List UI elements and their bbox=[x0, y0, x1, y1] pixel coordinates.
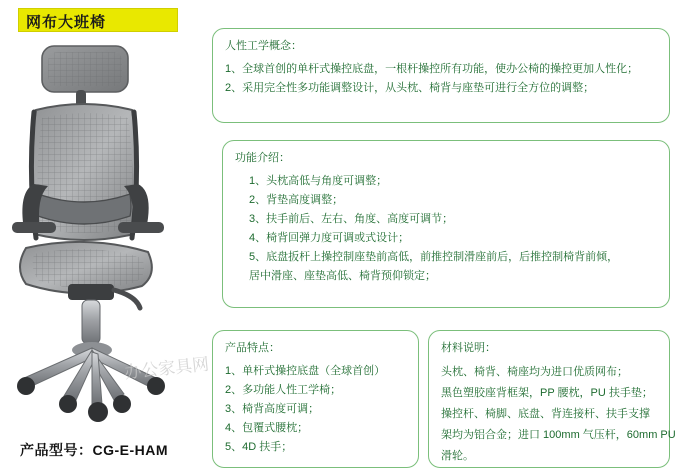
panel-features-line-5: 5、4D 扶手； bbox=[225, 441, 293, 453]
panel-features-line-3: 3、椅背高度可调； bbox=[225, 403, 320, 415]
page-title: 网布大班椅 bbox=[26, 14, 107, 31]
panel-features-line-2: 2、多功能人性工学椅； bbox=[225, 384, 342, 396]
panel-ergonomics-line-2: 2、采用完全性多功能调整设计，从头枕、椅背与座垫可进行全方位的调整； bbox=[225, 82, 595, 94]
panel-materials-line-1: 头枕、椅背、椅座均为进口优质网布； bbox=[441, 366, 628, 378]
panel-functions-heading: 功能介绍： bbox=[235, 152, 290, 164]
panel-materials-line-5: 滑轮。 bbox=[441, 450, 474, 462]
panel-materials bbox=[428, 330, 676, 468]
panel-materials-line-3: 操控杆、椅脚、底盘、背连接杆、扶手支撑 bbox=[441, 408, 650, 420]
panel-ergonomics-line-1: 1、全球首创的单杆式操控底盘，一根杆操控所有功能，使办公椅的操控更加人性化； bbox=[225, 63, 639, 75]
panel-functions-line-5: 5、底盘扳杆上操控制座垫前高低，前推控制滑座前后，后推控制椅背前倾， bbox=[249, 251, 619, 263]
panel-features-heading: 产品特点： bbox=[225, 342, 280, 354]
panel-functions-line-3: 3、扶手前后、左右、角度、高度可调节； bbox=[249, 213, 454, 225]
panel-features bbox=[212, 330, 419, 468]
panel-features-line-1: 1、单杆式操控底盘（全球首创） bbox=[225, 365, 386, 377]
product-model: 产品型号：CG-E-HAM bbox=[20, 442, 169, 458]
panel-materials-line-4: 架均为铝合金；进口 100mm 气压杆，60mm PU bbox=[441, 429, 676, 441]
panel-functions bbox=[222, 140, 670, 308]
panel-functions-line-4: 4、椅背回弹力度可调或式设计； bbox=[249, 232, 410, 244]
panel-functions-line-6: 居中滑座、座垫高低、椅背预仰锁定； bbox=[249, 270, 436, 282]
watermark-text: 办公家具网 bbox=[123, 354, 210, 383]
panel-functions-line-2: 2、背垫高度调整； bbox=[249, 194, 344, 206]
panel-materials-heading: 材料说明： bbox=[441, 342, 496, 354]
left-column bbox=[0, 0, 210, 472]
panel-features-line-4: 4、包覆式腰枕； bbox=[225, 422, 309, 434]
panel-materials-line-2: 黑色塑胶座背框架，PP 腰枕，PU 扶手垫； bbox=[441, 387, 653, 399]
chair-photo bbox=[6, 34, 210, 434]
panel-ergonomics bbox=[212, 28, 670, 123]
panel-functions-line-1: 1、头枕高低与角度可调整； bbox=[249, 175, 388, 187]
panel-ergonomics-heading: 人性工学概念： bbox=[225, 40, 302, 52]
